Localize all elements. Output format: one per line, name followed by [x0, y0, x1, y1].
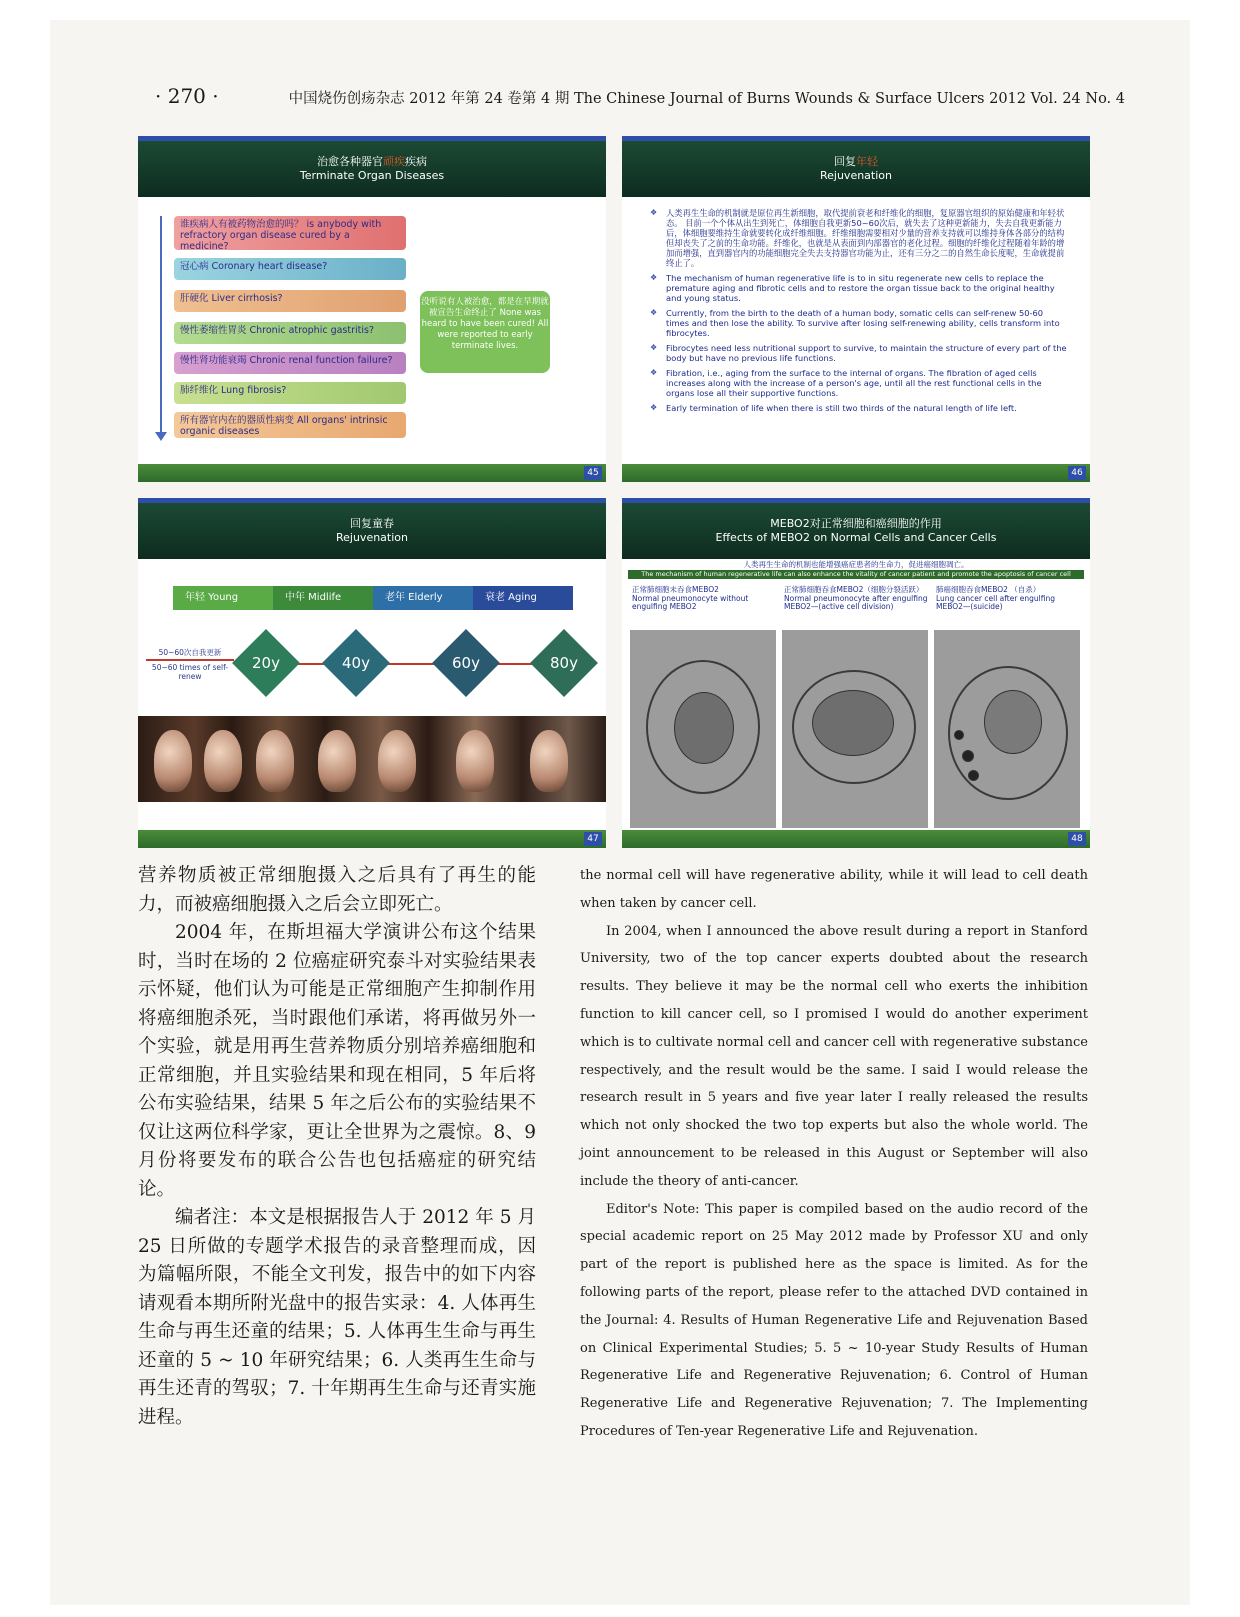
body-text-chinese [138, 862, 536, 1432]
stage-aging: 衰老 Aging [473, 586, 573, 610]
face-image [456, 730, 494, 792]
running-header [155, 84, 1125, 108]
slide-48 [622, 498, 1090, 848]
disease-item: 肺纤维化 Lung fibrosis? [174, 382, 406, 404]
slide-number: 45 [584, 466, 602, 480]
face-image [204, 730, 242, 792]
slide-footer [138, 830, 606, 848]
disease-item: 冠心病 Coronary heart disease? [174, 258, 406, 280]
slide-45 [138, 136, 606, 482]
paragraph: the normal cell will have regenerative ability, while it will lead to cell death when taken by cancer cell. [580, 868, 1088, 911]
face-image [318, 730, 356, 792]
panel-caption: 肺癌细胞吞食MEBO2 （自杀） Lung cancer cell after engulfing MEBO2—(suicide) [936, 585, 1055, 611]
stage-midlife: 中年 Midlife [273, 586, 373, 610]
callout-box: 没听说有人被治愈，都是在早期就被宣告生命终止了 None was heard to have been cured! All were reported to early terminate lives. [420, 291, 550, 373]
bullet-item: ❖ Early termination of life when there is still two thirds of the natural length of life left. [650, 403, 1068, 413]
paragraph: 编者注：本文是根据报告人于 2012 年 5 月 25 日所做的专题学术报告的录音整理而成，因为篇幅所限，不能全文刊发，报告中的如下内容请观看本期所附光盘中的报告实录：4. 人体再生生命与再生还童的结果；5. 人体再生生命与再生还童的 5 ~ 10 年研究结果；6. 人类再生生命与再生还青的驾驭；7. 十年期再生生命与还青实施进程。 [138, 1207, 536, 1428]
slide-47 [138, 498, 606, 848]
stage-young: 年轻 Young [173, 586, 273, 610]
disease-item: 所有器官内在的器质性病变 All organs' intrinsic organic diseases [174, 412, 406, 438]
timeline-axis [160, 216, 162, 438]
micrograph-normal [630, 630, 776, 828]
bullet-item: ❖ The mechanism of human regenerative life is to in situ regenerate new cells to replace the premature aging and fibrotic cells and to restore the organ tissue back to the original healthy and young status. [650, 273, 1068, 303]
slide-footer [138, 464, 606, 482]
slide-title: MEBO2对正常细胞和癌细胞的作用 Effects of MEBO2 on Normal Cells and Cancer Cells [715, 517, 997, 544]
page-number: · 270 · [155, 84, 219, 108]
slide-title: 回复年轻 Rejuvenation [819, 155, 892, 182]
panel-caption: 正常肺细胞未吞食MEBO2 Normal pneumonocyte without engulfing MEBO2 [632, 585, 749, 611]
journal-title: 中国烧伤创疡杂志 2012 年第 24 卷第 4 期 The Chinese Journal of Burns Wounds & Surface Ulcers 2012 Vol. 24 No. 4 [288, 91, 1125, 107]
life-stage-bar [173, 586, 573, 610]
paragraph: 2004 年，在斯坦福大学演讲公布这个结果时，当时在场的 2 位癌症研究泰斗对实验结果表示怀疑，他们认为可能是正常细胞产生抑制作用将癌细胞杀死，当时跟他们承诺，将再做另外一个实验，就是用再生营养物质分别培养癌细胞和正常细胞，并且实验结果和现在相同，5 年后将公布实验结果，结果 5 年之后公布的实验结果不仅让这两位科学家，更让全世界为之震惊。8、9 月份将要发布的联合公告也包括癌症的研究结论。 [138, 922, 536, 1200]
slide-title-band [138, 498, 606, 559]
bullet-list [650, 208, 1068, 418]
slide-title: 治愈各种器官顽疾疾病 Terminate Organ Diseases [299, 155, 445, 182]
face-image [154, 730, 192, 792]
age-label: 20y [252, 654, 280, 672]
face-image [530, 730, 568, 792]
paragraph: 营养物质被正常细胞摄入之后具有了再生的能力，而被癌细胞摄入之后会立即死亡。 [138, 865, 536, 915]
panel-caption: 正常肺细胞吞食MEBO2（细胞分裂活跃） Normal pneumonocyte after engulfing MEBO2—(active cell division) [784, 585, 928, 611]
aging-faces-photo [138, 716, 606, 802]
age-label: 80y [550, 654, 578, 672]
age-label: 40y [342, 654, 370, 672]
slide-number: 47 [584, 832, 602, 846]
slide-footer [622, 830, 1090, 848]
bullet-item: ❖ Fibrocytes need less nutritional support to survive, to maintain the structure of every part of the body but have no previous life functions. [650, 343, 1068, 363]
slide-subtitle: 人类再生生命的机制也能增强癌症患者的生命力，促进癌细胞凋亡。 The mechanism of human regenerative life can also enhance the vitality of cancer patient and promote the apoptosis of cancer cell [622, 560, 1090, 579]
slide-title-band [622, 136, 1090, 197]
slide-title: 回复童春 Rejuvenation [335, 517, 408, 544]
slide-46 [622, 136, 1090, 482]
slide-title-band [622, 498, 1090, 559]
micrograph-cancer [934, 630, 1080, 828]
bullet-item: ❖ Currently, from the birth to the death of a human body, somatic cells can self-renew 50-60 times and then lose the ability. To survive after losing self-renewing ability, cells transform into fibrocytes. [650, 308, 1068, 338]
stage-elderly: 老年 Elderly [373, 586, 473, 610]
renew-label: 50~60次自我更新 50~60 times of self-renew [146, 648, 234, 681]
bullet-item: ❖ 人类再生生命的机制就是原位再生新细胞，取代提前衰老和纤维化的细胞，复原器官组织的原始健康和年轻状态。 目前一个个体从出生到死亡，体细胞自我更新50~60次后，就失去了这种更新能力，失去自我更新能力后，体细胞要维持生命就要转化成纤维细胞。纤维细胞需要相对少量的营养支持就可以维持身体各部分的结构但却丧失了之前的生命功能。纤维化，也就是从表面到内部器官的老化过程。细胞的纤维化过程随着年龄的增加而增强，直到器官内的功能细胞完全失去支持器官功能为止，还有三分之二的自然生命长度呢，生命就提前终止了。 [650, 208, 1068, 268]
face-image [256, 730, 294, 792]
disease-item: 慢性肾功能衰竭 Chronic renal function failure? [174, 352, 406, 374]
micrograph-dividing [782, 630, 928, 828]
arrow-down-icon [155, 432, 167, 441]
body-text-english [580, 862, 1088, 1446]
disease-item: 肝硬化 Liver cirrhosis? [174, 290, 406, 312]
age-label: 60y [452, 654, 480, 672]
disease-item: 谁疾病人有被药物治愈的吗？ is anybody with refractory organ disease cured by a medicine? [174, 216, 406, 250]
paragraph: In 2004, when I announced the above result during a report in Stanford University, two of the top cancer experts doubted about the research results. They believe it may be the normal cell who exerts the inhibition function to kill cancer cell, so I promised I would do another experiment which is to cultivate normal cell and cancer cell with regenerative substance respectively, and the result would be the same. I said I would release the research result in 5 years and five year later I really released the results which not only shocked the two top experts but also the whole world. The joint announcement to be released in this August or September will also include the theory of anti-cancer. [580, 923, 1088, 1189]
disease-item: 慢性萎缩性胃炎 Chronic atrophic gastritis? [174, 322, 406, 344]
slide-number: 48 [1068, 832, 1086, 846]
slide-footer [622, 464, 1090, 482]
paragraph: Editor's Note: This paper is compiled based on the audio record of the special academic report on 25 May 2012 made by Professor XU and only part of the report is published here as the space is limited. As for the following parts of the report, please refer to the attached DVD contained in the Journal: 4. Results of Human Regenerative Life and Rejuvenation Based on Clinical Experimental Studies; 5. 5 ~ 10-year Study Results of Human Regenerative Life and Regenerative Rejuvenation; 6. Control of Human Regenerative Life and Regenerative Rejuvenation; 7. The Implementing Procedures of Ten-year Regenerative Life and Rejuvenation. [580, 1201, 1088, 1439]
face-image [378, 730, 416, 792]
slide-title-band [138, 136, 606, 197]
slide-number: 46 [1068, 466, 1086, 480]
bullet-item: ❖ Fibration, i.e., aging from the surface to the internal of organs. The fibration of aged cells increases along with the increase of a person's age, until all the rest functional cells in the organs lose all their supportive functions. [650, 368, 1068, 398]
